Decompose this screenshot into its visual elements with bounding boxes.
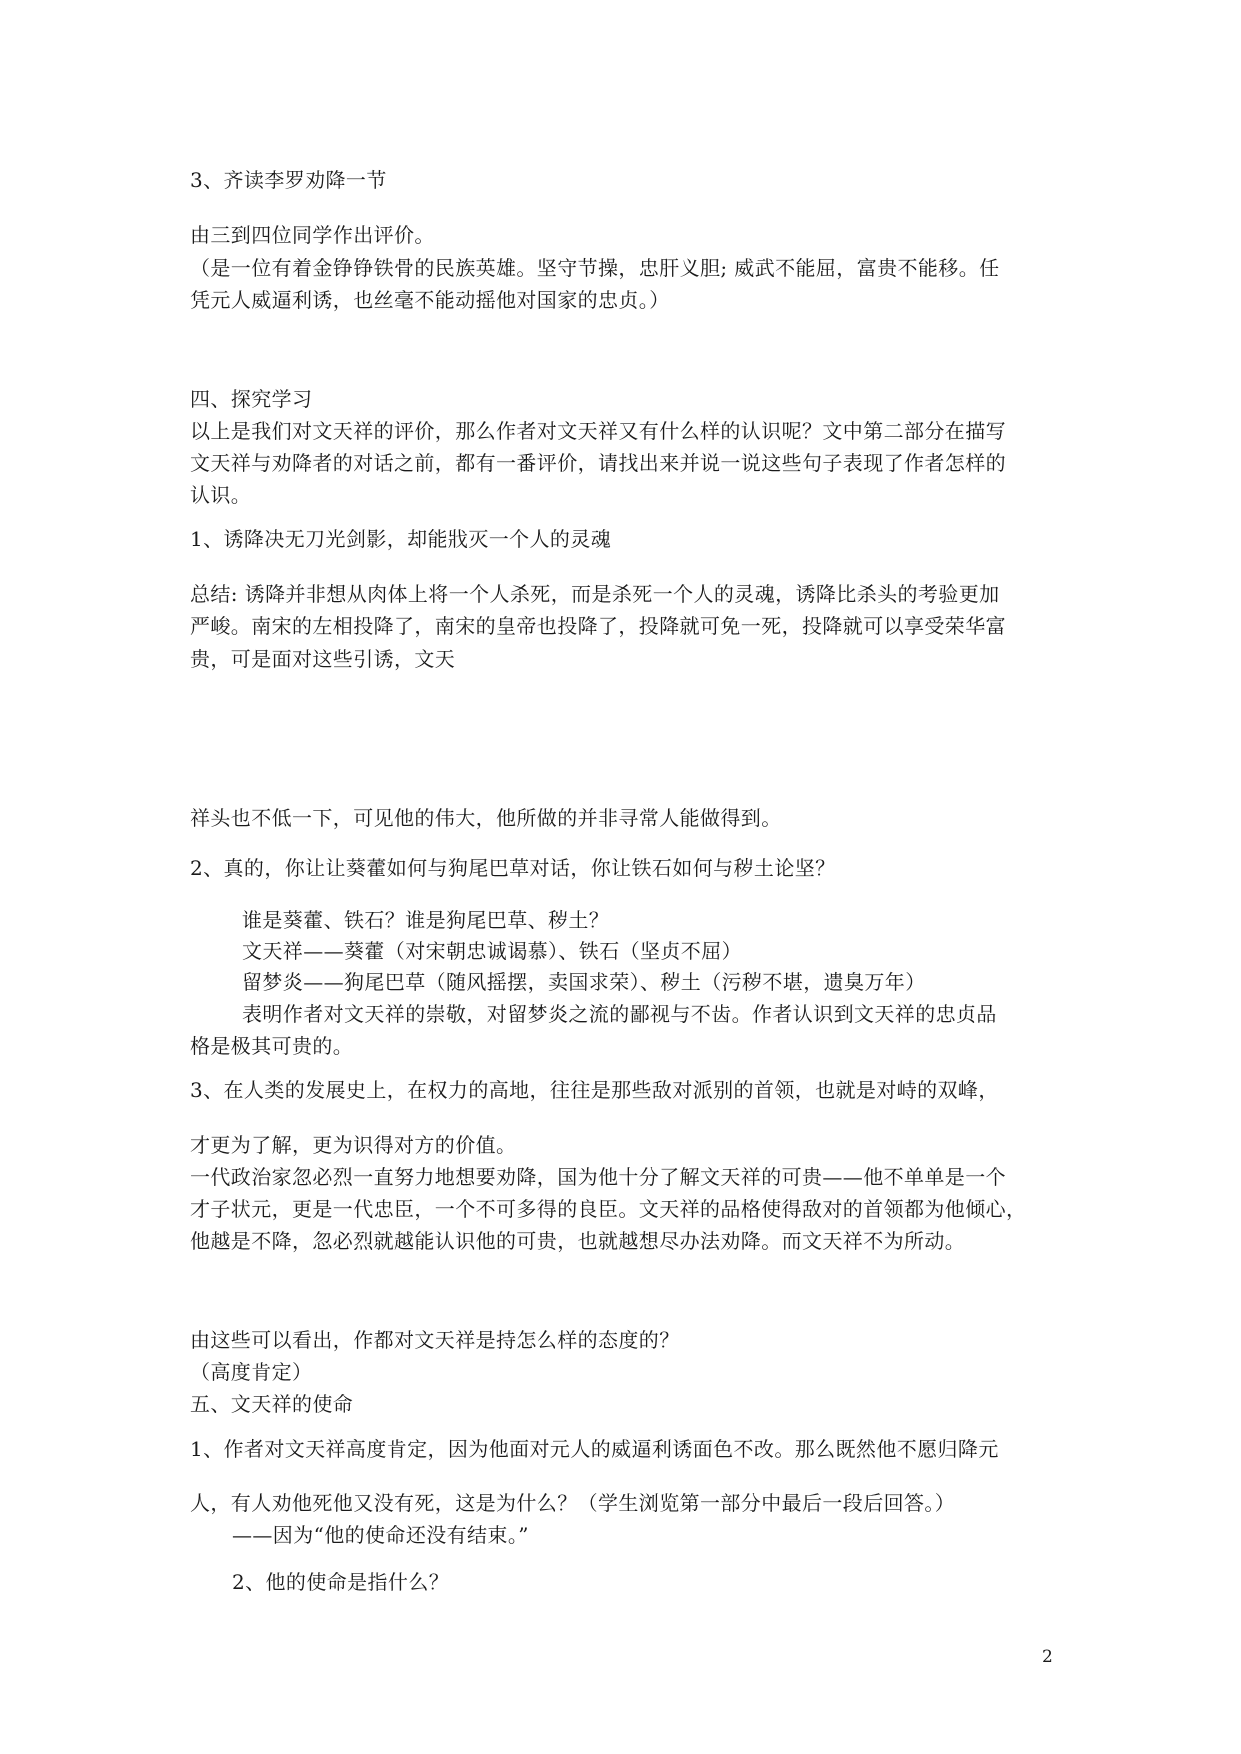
indented-line: 留梦炎——狗尾巴草（随风摇摆，卖国求荣）、秽土（污秽不堪，遗臭万年） [242,970,926,994]
page-number: 2 [1042,1647,1053,1667]
paragraph-line: （高度肯定） [190,1360,313,1384]
paragraph-line: 一代政治家忽必烈一直努力地想要劝降，国为他十分了解文天祥的可贵——他不单单是一个 [190,1165,1006,1189]
list-item-heading: 3、在人类的发展史上，在权力的高地，往往是那些敌对派别的首领，也就是对峙的双峰， [190,1078,999,1102]
paragraph-line: 总结: 诱降并非想从肉体上将一个人杀死，而是杀死一个人的灵魂，诱降比杀头的考验更加 [190,582,1000,606]
paragraph-line: 凭元人威逼利诱，也丝毫不能动摇他对国家的忠贞。） [190,288,670,312]
paragraph-line: 他越是不降，忽必烈就越能认识他的可贵，也就越想尽办法劝降。而文天祥不为所动。 [190,1229,966,1253]
heading-read-aloud: 3、齐读李罗劝降一节 [190,168,387,192]
paragraph-line: 认识。 [190,483,252,507]
section-heading-mission: 五、文天祥的使命 [190,1392,354,1416]
paragraph-line: 人，有人劝他死他又没有死，这是为什么？（学生浏览第一部分中最后一段后回答。） [190,1491,956,1515]
indented-line: 谁是葵藿、铁石？谁是狗尾巴草、秽土？ [242,908,610,932]
paragraph-line: 祥头也不低一下，可见他的伟大，他所做的并非寻常人能做得到。 [190,806,782,830]
indented-line: 文天祥——葵藿（对宋朝忠诚谒慕）、铁石（坚贞不屈） [242,939,742,963]
paragraph-line: 严峻。南宋的左相投降了，南宋的皇帝也投降了，投降就可免一死，投降就可以享受荣华富 [190,614,1006,638]
section-heading-inquiry: 四、探究学习 [190,387,313,411]
list-item-heading: 2、真的，你让让葵藿如何与狗尾巴草对话，你让铁石如何与秽土论坚？ [190,856,836,880]
paragraph-line: 文天祥与劝降者的对话之前，都有一番评价，请找出来并说一说这些句子表现了作者怎样的 [190,451,1006,475]
paragraph-line: 才更为了解，更为识得对方的价值。 [190,1133,517,1157]
list-item-heading: 1、诱降决无刀光剑影，却能戕灭一个人的灵魂 [190,527,612,551]
paragraph-line: 格是极其可贵的。 [190,1034,354,1058]
paragraph-line: 由三到四位同学作出评价。 [190,223,435,247]
list-item-heading: 1、作者对文天祥高度肯定，因为他面对元人的威逼利诱面色不改。那么既然他不愿归降元 [190,1437,999,1461]
list-item-heading: 2、他的使命是指什么？ [232,1570,450,1594]
paragraph-line: 才子状元，更是一代忠臣，一个不可多得的良臣。文天祥的品格使得敌对的首领都为他倾心， [190,1197,1027,1221]
paragraph-line: 由这些可以看出，作都对文天祥是持怎么样的态度的？ [190,1328,680,1352]
paragraph-line: 贵，可是面对这些引诱，文天 [190,647,456,671]
paragraph-line: 以上是我们对文天祥的评价，那么作者对文天祥又有什么样的认识呢？文中第二部分在描写 [190,419,1006,443]
indented-line: ——因为“他的使命还没有结束。” [232,1523,529,1547]
indented-line: 表明作者对文天祥的崇敬，对留梦炎之流的鄙视与不齿。作者认识到文天祥的忠贞品 [242,1002,997,1026]
paragraph-line: （是一位有着金铮铮铁骨的民族英雄。坚守节操，忠肝义胆; 威武不能屈，富贵不能移。任 [190,256,1000,280]
